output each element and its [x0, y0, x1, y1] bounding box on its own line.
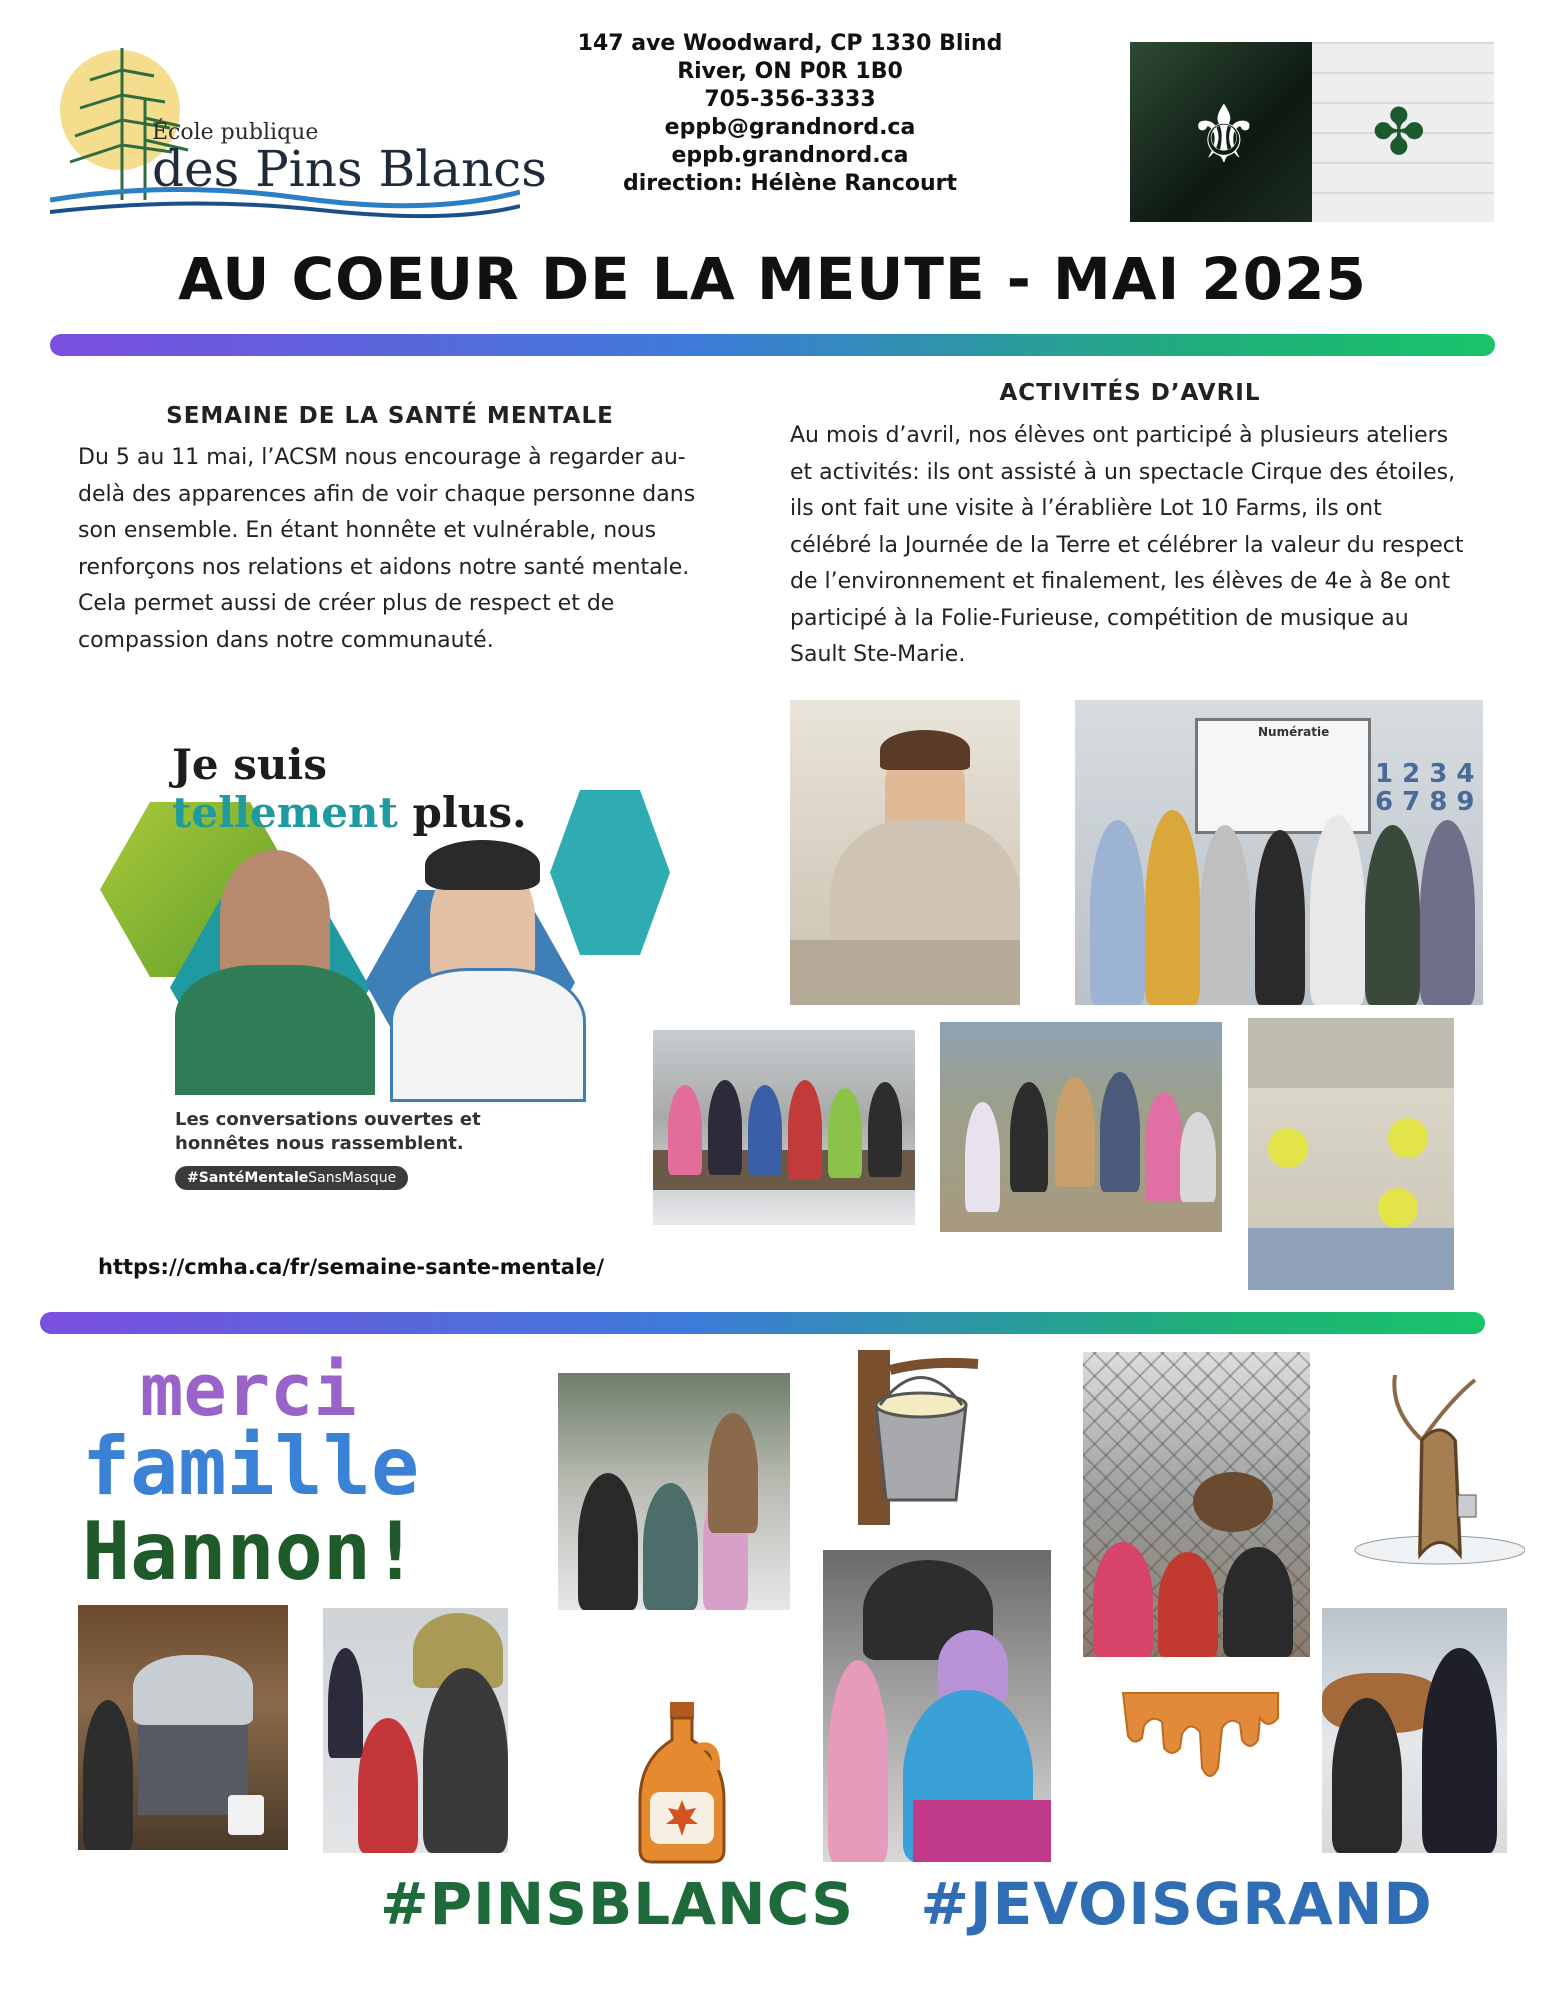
photo-kid-a [668, 1085, 702, 1175]
divider-stroke-top [50, 334, 1495, 356]
address-line-1: 147 ave Woodward, CP 1330 Blind [577, 31, 1003, 56]
photo-sap-pants [913, 1800, 1051, 1862]
photo-student-7 [1420, 820, 1475, 1005]
photo-kids-highland-cattle [1322, 1608, 1507, 1853]
photo-board-digits: 1 2 3 4 6 7 8 9 [1375, 759, 1475, 817]
photo-crafts-wall [1248, 1018, 1454, 1088]
photo-student-1 [1090, 820, 1145, 1005]
logo-school-name: des Pins Blancs [152, 140, 547, 198]
photo-classroom-group [1075, 700, 1483, 1005]
tapped-tree-icon [1350, 1370, 1525, 1565]
photo-girl-table [790, 940, 1020, 1005]
photo-kid-f [868, 1082, 902, 1177]
fleur-de-lis-icon: ⚜ [1188, 88, 1260, 181]
thanks-line-1: merci [140, 1348, 357, 1432]
cmha-link[interactable]: https://cmha.ca/fr/semaine-sante-mentale/ [98, 1255, 605, 1279]
poster-woman-hair [425, 840, 540, 890]
photo-craft-ball-2 [1388, 1118, 1428, 1158]
poster-man-shirt [175, 965, 375, 1095]
photo-eday-4 [1100, 1072, 1140, 1192]
photo-earth-day-group [940, 1022, 1222, 1232]
photo-board-label: Numératie [1258, 725, 1330, 739]
april-body: Au mois d’avril, nos élèves ont participé à plusieurs ateliers et activités: ils ont assisté à un spectacle Cirque des étoiles, ils ont fait une visite à l’érablière Lot 10 Farms, ils ont célébré la Journée de la Terre et célébrer la valeur du respect de l’environnement et finalement, les élèves de 4e à 8e ont participé à la Folie-Furieuse, compétition de musique au Sault Ste-Marie. [790, 423, 1464, 667]
photo-girl-tasting-sap [823, 1550, 1051, 1862]
address-line-2: River, ON P0R 1B0 [677, 59, 903, 84]
photo-student-5 [1310, 815, 1365, 1005]
photo-kid-back [328, 1648, 363, 1758]
photo-shack-man [83, 1700, 133, 1850]
april-heading: ACTIVITÉS D’AVRIL [999, 380, 1261, 406]
photo-kids-snow-log [653, 1030, 915, 1225]
photo-crafts-desks [1248, 1228, 1454, 1290]
mental-health-body: Du 5 au 11 mai, l’ACSM nous encourage à regarder au-delà des apparences afin de voir chaque personne dans son ensemble. En étant honnête et vulnérable, nous renforçons nos relations et aidons notre santé mentale. Cela permet aussi de créer plus de respect et de compassion dans notre communauté. [78, 445, 696, 653]
photo-craft-ball-3 [1378, 1188, 1418, 1228]
mental-health-poster [100, 740, 635, 1195]
photo-student-4 [1255, 830, 1305, 1005]
photo-fence-kid-1 [1093, 1542, 1153, 1657]
thanks-line-2: famille [82, 1420, 420, 1513]
photo-craft-ball-1 [1268, 1128, 1308, 1168]
photo-adult-body [423, 1668, 508, 1853]
photo-eday-2 [1010, 1082, 1048, 1192]
school-logo [50, 40, 547, 225]
photo-sugar-shack [78, 1605, 288, 1850]
photo-tap-kid-1 [578, 1473, 638, 1610]
divider-stroke-bottom [40, 1312, 1485, 1334]
maple-syrup-bottle-icon [632, 1700, 732, 1865]
syrup-drip-icon [1118, 1688, 1283, 1788]
photo-classroom-crafts [1248, 1018, 1454, 1290]
photo-cattle-kid-1 [1332, 1698, 1402, 1853]
poster-title-line-2 [172, 788, 527, 837]
poster-hexagon-right [550, 790, 670, 955]
photo-kids-animal-fence [1083, 1352, 1310, 1657]
photo-kid-d [788, 1080, 822, 1180]
hashtags [380, 1870, 1433, 1938]
photo-tap-kid-2 [643, 1483, 698, 1610]
photo-eday-3 [1055, 1077, 1095, 1187]
photo-kids-with-adult [323, 1608, 508, 1853]
poster-title-highlight: tellement [172, 788, 398, 837]
photo-student-2 [1145, 810, 1200, 1005]
poster-woman-shirt [390, 968, 586, 1102]
photo-whiteboard [1195, 718, 1371, 834]
photo-tap-adult [708, 1413, 758, 1533]
photo-evaporator-hood [133, 1655, 253, 1725]
photo-girl-hair [880, 730, 970, 770]
director-name: direction: Hélène Rancourt [622, 171, 958, 196]
photo-maple-tapping-kids [558, 1373, 790, 1610]
hashtag-pinsblancs: #PINSBLANCS [380, 1870, 855, 1938]
photo-eday-5 [1145, 1092, 1183, 1202]
phone-number: 705-356-3333 [704, 87, 876, 112]
poster-hashtag [175, 1166, 408, 1190]
poster-title-rest: plus. [397, 788, 527, 837]
email-address[interactable]: eppb@grandnord.ca [664, 115, 916, 140]
photo-student-3 [1200, 825, 1250, 1005]
photo-animal [1193, 1472, 1273, 1532]
photo-shack-bucket [228, 1795, 264, 1835]
franco-ontarian-flag [1130, 42, 1494, 222]
poster-hashtag-rest: SansMasque [308, 1170, 397, 1186]
trillium-icon: ✤ [1372, 96, 1426, 170]
poster-hashtag-bold: #SantéMentale [187, 1170, 309, 1186]
poster-man-face [220, 850, 330, 980]
photo-kid-c [748, 1085, 782, 1175]
photo-sap-kid-left [828, 1660, 888, 1862]
photo-kid-e [828, 1088, 862, 1178]
photo-fence-kid-3 [1223, 1547, 1293, 1657]
logo-subtitle: École publique [152, 120, 319, 145]
thanks-line-3: Hannon! [82, 1505, 420, 1598]
photo-eday-6 [1180, 1112, 1216, 1202]
contact-block [560, 30, 1020, 198]
photo-eday-1 [965, 1102, 1000, 1212]
hashtag-jevoisgrand: #JEVOISGRAND [920, 1870, 1433, 1938]
newsletter-title: AU COEUR DE LA MEUTE - MAI 2025 [178, 245, 1367, 313]
photo-kid-red [358, 1718, 418, 1853]
mental-health-heading: SEMAINE DE LA SANTÉ MENTALE [166, 403, 614, 429]
photo-fence-kid-2 [1158, 1552, 1218, 1657]
photo-kid-b [708, 1080, 742, 1175]
poster-caption: Les conversations ouvertes et honnêtes nous rassemblent. [175, 1109, 481, 1154]
sap-bucket-icon [858, 1350, 1018, 1525]
photo-girl-activity [790, 700, 1020, 1005]
photo-student-6 [1365, 825, 1420, 1005]
photo-cattle-kid-2 [1422, 1648, 1497, 1853]
poster-title-line-1: Je suis [172, 740, 327, 789]
website-link[interactable]: eppb.grandnord.ca [671, 143, 909, 168]
